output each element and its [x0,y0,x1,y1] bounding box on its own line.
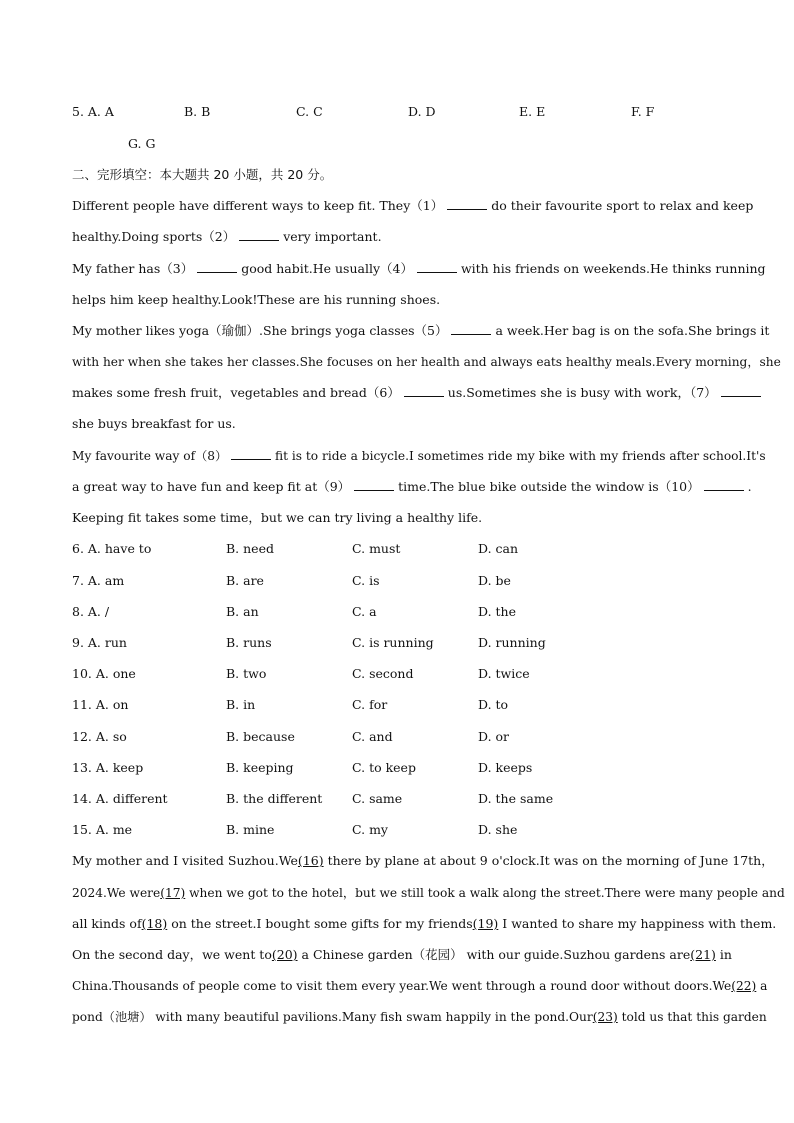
passage1-line [72,197,753,215]
blank-5 [451,322,491,335]
blank-22: (22) [731,979,757,993]
option-a: 9. A. run [72,635,127,650]
option-c: C. and [352,729,393,744]
passage1-line [72,260,766,278]
blank-2 [239,228,279,241]
blank-17: (17) [160,886,186,900]
passage-text: I wanted to share my happiness with them. [498,916,777,931]
passage-text: fit is to ride a bicycle.I sometimes ride my bike with my friends after school.It's [274,449,766,463]
blank-10 [704,478,744,491]
option-d: D. she [478,822,518,837]
option-c: C. my [352,822,388,837]
passage-text: . [747,479,752,494]
passage2-line [72,915,776,933]
q5-option-b: B. B [184,104,211,119]
blank-6 [404,384,444,397]
option-c: C. same [352,791,403,806]
option-c: C. is running [352,635,434,650]
option-c: C. to keep [352,760,416,775]
blank-21: (21) [690,947,716,962]
passage-text: a [756,979,768,993]
q5-option-d: D. D [408,104,436,119]
option-c: C. for [352,697,388,712]
option-a: 12. A. so [72,729,127,744]
passage1-line [72,478,752,496]
option-d: D. keeps [478,760,533,775]
passage-text: told us that this garden [617,1010,767,1024]
option-b: B. the different [226,791,323,806]
passage1-line [72,384,761,402]
option-b: B. an [226,604,259,619]
passage-text: On the second day，we went to [72,947,272,962]
passage1-line [72,322,769,340]
passage-text: My father has（3） [72,261,194,276]
section-heading: 二、完形填空：本大题共 20 小题，共 20 分。 [72,167,333,182]
q5-option-g: G. G [128,136,156,151]
blank-4 [417,260,457,273]
option-b: B. two [226,666,267,681]
passage-text: a Chinese garden（花园） with our guide.Suzhou gardens are [297,947,691,962]
passage2-line [72,946,732,964]
passage-text: in [715,947,732,962]
q5-option-e: E. E [519,104,546,119]
passage2-line [72,852,774,870]
passage-text: My mother and I visited Suzhou.We [72,853,298,868]
blank-18: (18) [141,916,168,931]
passage1-line: with her when she takes her classes.She focuses on her health and always eats healthy meals.Every morning，she [72,355,781,369]
option-d: D. or [478,729,510,744]
option-d: D. running [478,635,546,650]
passage-text: a week.Her bag is on the sofa.She brings it [495,323,770,338]
option-b: B. keeping [226,760,294,775]
option-a: 8. A. / [72,604,110,619]
option-b: B. runs [226,635,272,650]
blank-23: (23) [592,1010,618,1024]
passage-text: a great way to have fun and keep fit at（9） [72,479,351,494]
passage-text: 2024.We were [72,886,161,900]
passage-text: time.The blue bike outside the window is（10） [398,479,700,494]
option-d: D. to [478,697,509,712]
passage1-line: helps him keep healthy.Look!These are his running shoes. [72,292,441,307]
passage-text: My favourite way of（8） [72,449,228,463]
passage-text: Different people have different ways to keep fit. They（1） [72,198,444,213]
passage1-line [72,447,766,465]
passage-text: makes some fresh fruit，vegetables and bread（6） [72,385,400,400]
blank-16: (16) [297,853,324,868]
option-a: 15. A. me [72,822,133,837]
passage-text: healthy.Doing sports（2） [72,229,236,244]
q5-option-f: F. F [631,104,655,119]
option-d: D. the same [478,791,554,806]
blank-9 [354,478,394,491]
blank-20: (20) [271,947,298,962]
blank-8 [231,447,271,460]
passage1-line [72,228,382,246]
passage1-line: Keeping fit takes some time，but we can try living a healthy life. [72,510,483,525]
option-c: C. second [352,666,414,681]
option-c: C. a [352,604,377,619]
passage-text: My mother likes yoga（瑜伽）.She brings yoga classes（5） [72,323,448,338]
option-a: 11. A. on [72,697,129,712]
option-c: C. is [352,573,380,588]
passage-text: with his friends on weekends.He thinks running [460,261,766,276]
passage-text: when we got to the hotel，but we still took a walk along the street.There were many people and [185,886,785,900]
option-b: B. are [226,573,264,588]
option-d: D. twice [478,666,530,681]
passage-text: pond（池塘） with many beautiful pavilions.Many fish swam happily in the pond.Our [72,1010,593,1024]
option-d: D. can [478,541,519,556]
blank-3 [197,260,237,273]
option-b: B. because [226,729,295,744]
q5-option-a: 5. A. A [72,104,114,119]
passage-text: on the street.I bought some gifts for my friends [167,916,473,931]
option-a: 10. A. one [72,666,136,681]
option-b: B. mine [226,822,275,837]
passage-text: good habit.He usually（4） [241,261,413,276]
option-d: D. the [478,604,516,619]
option-a: 7. A. am [72,573,125,588]
passage1-line: she buys breakfast for us. [72,416,236,431]
option-b: B. in [226,697,256,712]
passage2-line [72,884,785,902]
passage-text: China.Thousands of people come to visit them every year.We went through a round door without doors.We [72,979,732,993]
passage-text: there by plane at about 9 o'clock.It was on the morning of June 17th， [323,853,774,868]
passage-text: all kinds of [72,916,142,931]
blank-1 [447,197,487,210]
option-a: 13. A. keep [72,760,144,775]
passage2-line [72,977,767,995]
passage2-line [72,1008,767,1026]
passage-text: very important. [283,229,382,244]
option-a: 14. A. different [72,791,168,806]
passage-text: us.Sometimes she is busy with work，（7） [447,385,717,400]
blank-19: (19) [472,916,499,931]
option-a: 6. A. have to [72,541,152,556]
option-d: D. be [478,573,511,588]
option-c: C. must [352,541,401,556]
option-b: B. need [226,541,274,556]
q5-option-c: C. C [296,104,323,119]
passage-text: do their favourite sport to relax and keep [491,198,754,213]
blank-7 [721,384,761,397]
